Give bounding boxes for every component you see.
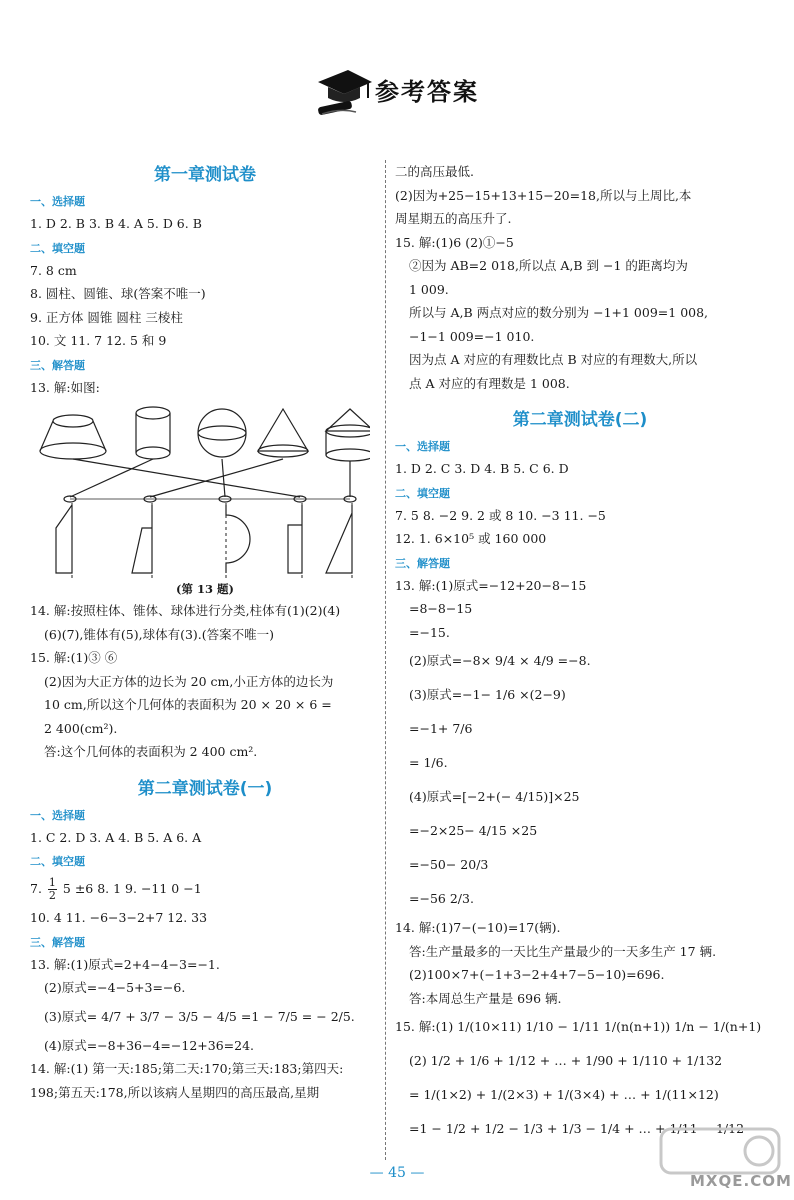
answer-line: (3)原式=−1− 1/6 ×(2−9) <box>409 687 566 702</box>
section-heading: 二、填空题 <box>30 855 85 868</box>
answer-line: =1 − 1/2 + 1/2 − 1/3 + 1/3 − 1/4 + … + 1/11 − 1/12 <box>409 1121 745 1136</box>
fraction: $\frac{1}{2}$ <box>48 876 56 902</box>
answer-line: 答:这个几何体的表面积为 2 400 cm². <box>44 744 258 759</box>
answer-line: 10. 文 11. 7 12. 5 和 9 <box>30 333 167 348</box>
page-header <box>0 62 794 116</box>
answer-line: 13. 解:如图: <box>30 379 100 395</box>
answer-line: 7. 5 8. −2 9. 2 或 8 10. −3 11. −5 <box>395 507 606 523</box>
answer-line: 15. 解:(1) 1/(10×11) 1/10 − 1/11 1/(n(n+1)) 1/n − 1/(n+1) <box>395 1019 762 1034</box>
page-number: — 45 — <box>369 1165 425 1181</box>
chapter-title: 第一章测试卷 <box>154 165 256 185</box>
answer-number: 7. <box>30 881 42 896</box>
answer-line: = 1/6. <box>409 755 448 770</box>
answer-line: =−50− 20/3 <box>409 857 489 872</box>
answer-line: 7. 8 cm <box>30 262 77 278</box>
answer-line: (2)原式=−4−5+3=−6. <box>44 980 186 995</box>
section-heading: 三、解答题 <box>30 935 85 949</box>
answer-line: 14. 解:(1)7−(−10)=17(辆). <box>395 920 561 935</box>
answer-line: 198;第五天:178,所以该病人星期四的高压最高,星期 <box>30 1084 320 1100</box>
answer-line: 9. 正方体 圆锥 圆柱 三棱柱 <box>30 309 183 325</box>
answer-line: 14. 解:按照柱体、锥体、球体进行分类,柱体有(1)(2)(4) <box>30 603 341 618</box>
answer-line: 周星期五的高压升了. <box>395 211 512 226</box>
chapter-title: 第二章测试卷(一) <box>137 778 273 799</box>
answer-line: (2) 1/2 + 1/6 + 1/12 + … + 1/90 + 1/110 + 1/132 <box>409 1053 723 1068</box>
answer-line: 2 400(cm²). <box>44 720 118 736</box>
answer-line: 10. 4 11. −6−3−2+7 12. 33 <box>30 910 208 925</box>
answer-line: (6)(7),锥体有(5),球体有(3).(答案不唯一) <box>44 626 274 642</box>
answer-line: 答:生产量最多的一天比生产量最少的一天多生产 17 辆. <box>409 943 717 959</box>
answer-line: 点 A 对应的有理数是 1 008. <box>409 375 570 391</box>
page-title: 参考答案 <box>375 78 479 106</box>
section-heading: 三、解答题 <box>395 556 450 570</box>
answer-line: 1. D 2. C 3. D 4. B 5. C 6. D <box>395 461 569 476</box>
section-heading: 二、填空题 <box>30 241 85 255</box>
section-heading: 一、选择题 <box>395 440 450 453</box>
answer-line: =8−8−15 <box>409 601 473 616</box>
right-column <box>395 160 765 1146</box>
answer-line: (2)因为+25−15+13+15−20=18,所以与上周比,本 <box>395 187 692 203</box>
answer-line: =−15. <box>409 624 450 640</box>
chapter-title: 第二章测试卷(二) <box>512 410 648 430</box>
answer-line: 所以与 A,B 两点对应的数分别为 −1+1 009=1 008, <box>409 305 709 320</box>
answer-line: 1. C 2. D 3. A 4. B 5. A 6. A <box>30 829 202 845</box>
answer-line: 1 009. <box>409 281 449 297</box>
answer-line: =−1+ 7/6 <box>409 721 473 736</box>
answer-line: 1. D 2. B 3. B 4. A 5. D 6. B <box>30 216 202 231</box>
answer-line: (2)因为大正方体的边长为 20 cm,小正方体的边长为 <box>44 673 334 689</box>
watermark-text: MXQE.COM <box>690 1172 792 1190</box>
answer-line: −1−1 009=−1 010. <box>409 328 535 344</box>
solids-matching-figure <box>30 403 370 581</box>
answer-line: 10 cm,所以这个几何体的表面积为 20 × 20 × 6 = <box>44 697 332 712</box>
answer-line: 14. 解:(1) 第一天:185;第二天:170;第三天:183;第四天: <box>30 1061 344 1076</box>
answer-line <box>30 872 380 906</box>
left-column <box>30 150 380 1104</box>
section-heading: 三、解答题 <box>30 358 85 372</box>
section-heading: 二、填空题 <box>395 486 450 500</box>
answer-line: 答:本周总生产量是 696 辆. <box>409 990 562 1006</box>
answer-rest: 5 ±6 8. 1 9. −11 0 −1 <box>62 881 202 896</box>
answer-line: = 1/(1×2) + 1/(2×3) + 1/(3×4) + … + 1/(11×12) <box>409 1087 719 1102</box>
section-heading: 一、选择题 <box>30 195 85 208</box>
figure-caption: (第 13 题) <box>176 582 234 596</box>
answer-line: 12. 1. 6×10⁵ 或 160 000 <box>395 531 547 546</box>
answer-line: 13. 解:(1)原式=−12+20−8−15 <box>395 577 587 593</box>
graduation-cap-icon <box>312 68 374 118</box>
answer-line: (4)原式=[−2+(− 4/15)]×25 <box>409 789 580 804</box>
answer-line: =−56 2/3. <box>409 891 474 906</box>
answer-line: 二的高压最低. <box>395 164 474 179</box>
answer-line: 15. 解:(1)③ ⑥ <box>30 650 118 665</box>
column-divider <box>385 160 386 1160</box>
section-heading: 一、选择题 <box>30 808 85 822</box>
answer-line: =−2×25− 4/15 ×25 <box>409 823 538 838</box>
answer-line: 13. 解:(1)原式=2+4−4−3=−1. <box>30 956 220 972</box>
answer-line: 8. 圆柱、圆锥、球(答案不唯一) <box>30 286 206 301</box>
answer-line: ②因为 AB=2 018,所以点 A,B 到 −1 的距离均为 <box>409 258 688 273</box>
answer-line: (2)100×7+(−1+3−2+4+7−5−10)=696. <box>409 967 665 982</box>
answer-line: (3)原式= 4/7 + 3/7 − 3/5 − 4/5 =1 − 7/5 = − 2/5. <box>44 1008 355 1024</box>
answer-line: (4)原式=−8+36−4=−12+36=24. <box>44 1037 254 1053</box>
answer-line: 因为点 A 对应的有理数比点 B 对应的有理数大,所以 <box>409 352 698 367</box>
answer-line: 15. 解:(1)6 (2)①−5 <box>395 234 514 250</box>
answer-line: (2)原式=−8× 9/4 × 4/9 =−8. <box>409 653 591 668</box>
